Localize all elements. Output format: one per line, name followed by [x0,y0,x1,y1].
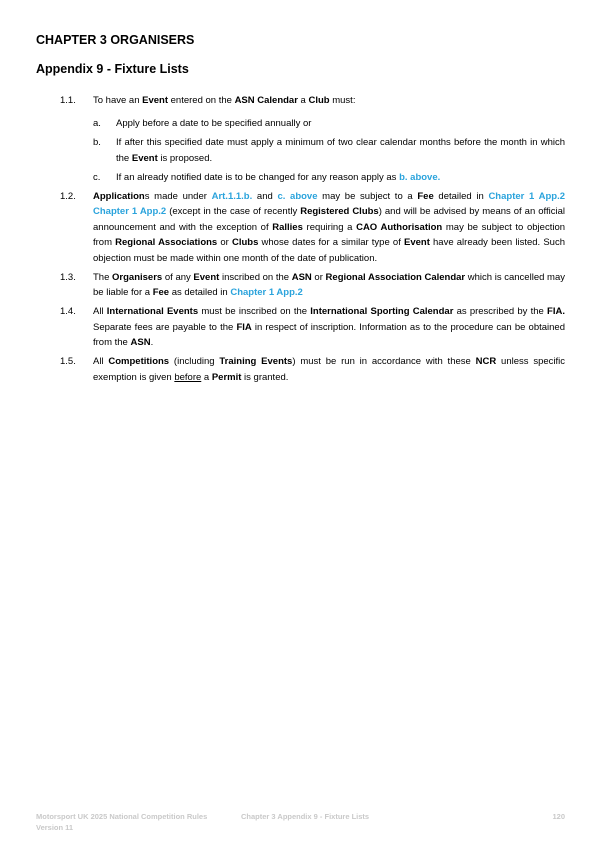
clause-body: All International Events must be inscribed on the International Sporting Calendar as prescribed by the FIA. Separate fees are payable to the FIA in respect of inscription. Information as to the procedure can be obtained from the ASN. [93,306,565,348]
clause-1-1 [36,93,565,185]
clause-1-4 [36,304,565,351]
chapter-title: CHAPTER 3 ORGANISERS [36,33,195,47]
clause-body: The Organisers of any Event inscribed on the ASN or Regional Association Calendar which is cancelled may be liable for a Fee as detailed in Chapter 1 App.2 [93,271,565,298]
sub-clause-list [93,116,565,185]
term: Fee [152,287,170,298]
term: Organisers [112,271,163,283]
sub-clause-letter: c. [93,171,101,183]
term: Competitions [108,356,170,367]
term: International Events [106,306,199,317]
term: Club [308,95,330,106]
clause-number: 1.2. [60,190,76,202]
sub-clause-letter: b. [93,137,101,148]
clause-1-3 [36,270,565,301]
term: Event [142,95,168,106]
clause-1-2 [36,189,565,267]
appendix-title: Appendix 9 - Fixture Lists [36,62,189,76]
clause-number: 1.1. [60,95,76,106]
term: NCR [475,356,497,367]
term: Event [193,271,220,283]
clause-number: 1.3. [60,271,76,283]
footer-version: Version 11 [36,823,74,832]
term: ASN [130,337,151,348]
clause-list [36,93,565,389]
term: Regional Associations [115,237,218,248]
clause-number: 1.4. [60,306,76,317]
term: Event [131,152,158,164]
cross-reference-link[interactable]: b. above. [399,171,441,183]
cross-reference-link[interactable]: c. above [277,190,318,202]
term: Regional Association Calendar [325,271,466,283]
cross-reference-link[interactable]: Chapter 1 App.2 [488,190,565,202]
cross-reference-link[interactable]: Chapter 1 App.2 [230,287,303,298]
cross-reference-link[interactable]: Chapter 1 App.2 [93,206,167,217]
clause-body: Applications made under Art.1.1.b. and c. above may be subject to a Fee detailed in Chapter 1 App.2 Chapter 1 App.2 (except in the case of recently Registered Clubs) and will be advised by means of an official announcement and with the exception of Rallies requiring a CAO Authorisation may be subject to objection from Regional Associations or Clubs whose dates for a similar type of Event have already been listed. Such objection must be made within one month of the date of publication. [93,190,566,264]
term: FIA [236,321,252,333]
term: Event [403,237,430,248]
sub-clause-text: If after this specified date must apply a minimum of two clear calendar months before the month in which the Event is proposed. [116,137,565,164]
underlined-word: before [174,371,202,383]
term: Training Events [219,356,293,367]
sub-clause-text: Apply before a date to be specified annually or [116,118,312,129]
clause-body: All Competitions (including Training Events) must be run in accordance with these NCR unless specific exemption is given before a Permit is granted. [93,356,566,383]
sub-clause-a [93,116,565,132]
term: ASN Calendar [234,95,298,106]
sub-clause-text: If an already notified date is to be changed for any reason apply as b. above. [116,171,441,183]
sub-clause-c [93,170,565,186]
sub-clause-letter: a. [93,118,101,129]
term: Application [93,190,145,202]
term: FIA. [547,306,565,317]
clause-number: 1.5. [60,356,76,367]
term: CAO Authorisation [356,221,443,233]
term: Fee [417,190,434,202]
footer-section: Chapter 3 Appendix 9 - Fixture Lists [241,812,370,821]
term: ASN [291,271,312,283]
clause-body: To have an Event entered on the ASN Calendar a Club must: a. Apply before a date to be specified annually or b. If after this specified date must apply a minimum of two clear calendar months before the month in which the Event is proposed. c. If an already notified date is to be changed for any reason apply as b. above. [93,93,565,185]
term: International Sporting Calendar [310,306,454,317]
clause-1-5 [36,354,565,385]
cross-reference-link[interactable]: Art.1.1.b. [211,190,253,202]
term: Registered Clubs [300,206,379,217]
term: Clubs [231,237,259,248]
term: Permit [211,371,242,383]
footer-page-number: 120 [552,812,565,821]
sub-clause-b [93,135,565,166]
term: Rallies [272,221,303,233]
footer-publication: Motorsport UK 2025 National Competition Rules [36,812,208,821]
